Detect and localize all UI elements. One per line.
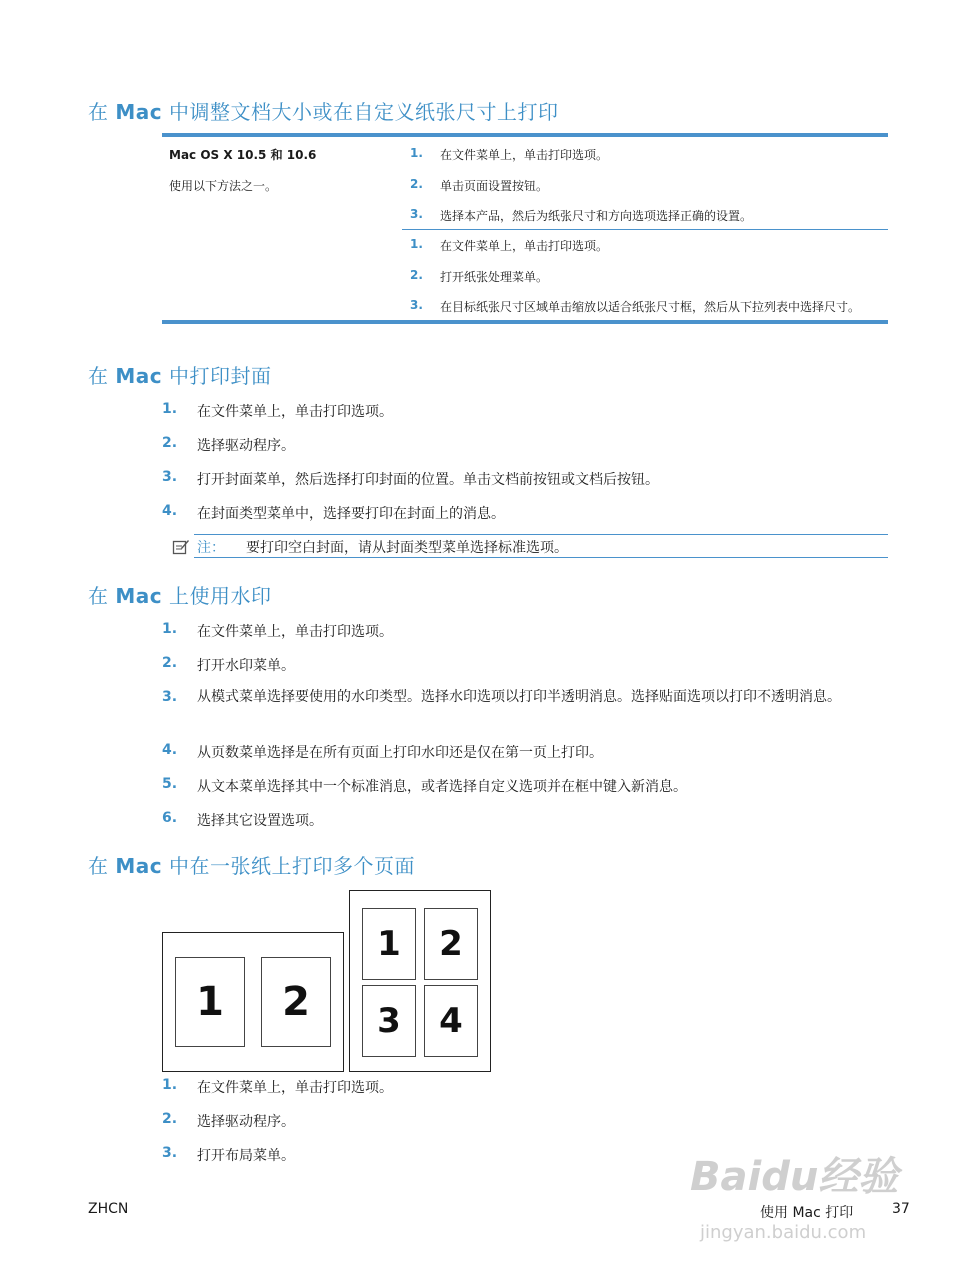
section1-title: 在 Mac 中调整文档大小或在自定义纸张尺寸上打印 [88,100,559,124]
note-bottom-rule [194,557,888,558]
method2-step-num: 2. [410,268,423,282]
table-left-sub: 使用以下方法之一。 [169,179,278,193]
footer-locale: ZHCN [88,1201,129,1217]
method1-step-num: 1. [410,146,423,160]
step-num: 1. [162,401,178,417]
step-text: 打开封面菜单，然后选择打印封面的位置。单击文档前按钮或文档后按钮。 [197,472,659,488]
method2-step-text: 在目标纸张尺寸区域单击缩放以适合纸张尺寸框，然后从下拉列表中选择尺寸。 [440,300,861,314]
method1-step-text: 选择本产品，然后为纸张尺寸和方向选项选择正确的设置。 [440,209,753,223]
method2-step-num: 3. [410,298,423,312]
method2-step-text: 在文件菜单上，单击打印选项。 [440,239,609,253]
method1-step-text: 在文件菜单上，单击打印选项。 [440,148,609,162]
step-num: 1. [162,1077,178,1093]
page-thumb-2: 2 [424,908,478,980]
page-thumb-2: 2 [261,957,331,1047]
table-method-divider [402,229,888,230]
baidu-watermark-url: jingyan.baidu.com [700,1222,867,1243]
note-top-rule [194,534,888,535]
note-label: 注： [197,540,225,556]
table-left-header: Mac OS X 10.5 和 10.6 [169,148,317,162]
step-num: 3. [162,689,178,705]
step-text: 在封面类型菜单中，选择要打印在封面上的消息。 [197,506,505,522]
table-bottom-rule [162,320,888,324]
note-text: 要打印空白封面，请从封面类型菜单选择标准选项。 [246,540,568,556]
section2-title: 在 Mac 中打印封面 [88,364,272,388]
step-text: 在文件菜单上，单击打印选项。 [197,624,393,640]
page-thumb-1: 1 [175,957,245,1047]
footer-chapter: 使用 Mac 打印 [760,1205,854,1221]
page-thumb-1: 1 [362,908,416,980]
step-num: 2. [162,435,178,451]
method1-step-num: 3. [410,207,423,221]
step-num: 2. [162,1111,178,1127]
step-text: 从文本菜单选择其中一个标准消息，或者选择自定义选项并在框中键入新消息。 [197,779,687,795]
step-num: 4. [162,503,178,519]
step-text: 选择其它设置选项。 [197,813,323,829]
page-thumb-4: 4 [424,985,478,1057]
step-num: 3. [162,469,178,485]
method1-step-text: 单击页面设置按钮。 [440,179,549,193]
step-text: 打开水印菜单。 [197,658,295,674]
step-num: 1. [162,621,178,637]
step-text: 选择驱动程序。 [197,1114,295,1130]
four-up-sheet-illustration [349,890,491,1072]
section3-title: 在 Mac 上使用水印 [88,584,272,608]
method2-step-num: 1. [410,237,423,251]
step-num: 3. [162,1145,178,1161]
note-icon [172,538,190,556]
table-top-rule [162,133,888,137]
footer-page-number: 37 [892,1201,910,1217]
step-text: 选择驱动程序。 [197,438,295,454]
two-up-sheet-illustration [162,932,344,1072]
step-num: 2. [162,655,178,671]
step-text: 打开布局菜单。 [197,1148,295,1164]
step-text: 从模式菜单选择要使用的水印类型。选择水印选项以打印半透明消息。选择贴面选项以打印不透明消息。 [197,689,841,705]
page-thumb-3: 3 [362,985,416,1057]
method2-step-text: 打开纸张处理菜单。 [440,270,549,284]
step-num: 6. [162,810,178,826]
step-num: 4. [162,742,178,758]
step-num: 5. [162,776,178,792]
step-text: 在文件菜单上，单击打印选项。 [197,1080,393,1096]
baidu-watermark-logo: Baidu经验 [690,1154,899,1200]
section4-title: 在 Mac 中在一张纸上打印多个页面 [88,854,415,878]
step-text: 在文件菜单上，单击打印选项。 [197,404,393,420]
method1-step-num: 2. [410,177,423,191]
step-text: 从页数菜单选择是在所有页面上打印水印还是仅在第一页上打印。 [197,745,603,761]
